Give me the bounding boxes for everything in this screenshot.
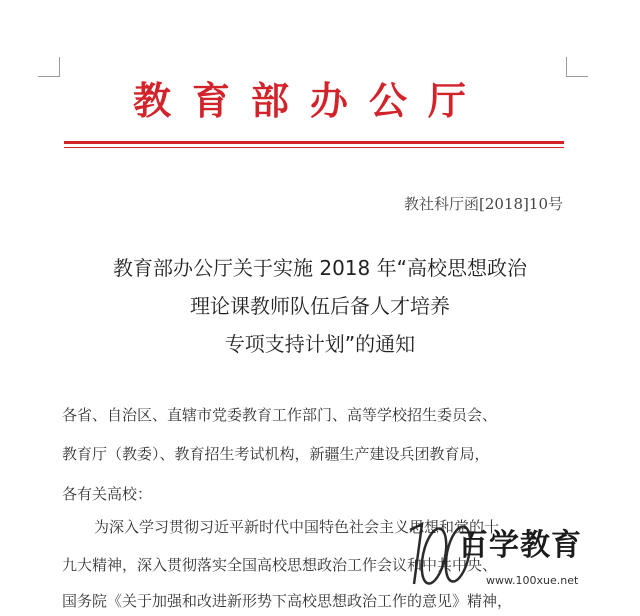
notice-title-line: 教育部办公厅关于实施 2018 年“高校思想政治 (113, 256, 527, 280)
notice-title-line: 专项支持计划”的通知 (224, 332, 416, 356)
letterhead-title: 教育部办公厅 (132, 78, 487, 123)
body-line: 国务院《关于加强和改进新形势下高校思想政治工作的意见》精神， (62, 592, 513, 610)
document-number: 教社科厅函[2018]10号 (404, 195, 563, 213)
crop-mark-top-right (566, 76, 588, 77)
watermark-brand: 百学教育 (458, 528, 582, 563)
letterhead-rule-thick (64, 141, 564, 144)
crop-mark-top-left (38, 76, 60, 77)
body-line: 九大精神，深入贯彻落实全国高校思想政治工作会议和中共中央、 (62, 556, 498, 574)
body-line: 各有关高校： (62, 485, 153, 503)
crop-mark-top-right (566, 57, 567, 77)
letterhead-rule-thin (64, 147, 564, 148)
watermark-url: www.100xue.net (486, 574, 579, 587)
body-line: 教育厅（教委）、教育招生考试机构，新疆生产建设兵团教育局， (62, 445, 490, 463)
body-line: 为深入学习贯彻习近平新时代中国特色社会主义思想和党的十 (94, 518, 500, 536)
body-line: 各省、自治区、直辖市党委教育工作部门、高等学校招生委员会、 (62, 406, 498, 424)
notice-title-line: 理论课教师队伍后备人才培养 (190, 294, 450, 318)
